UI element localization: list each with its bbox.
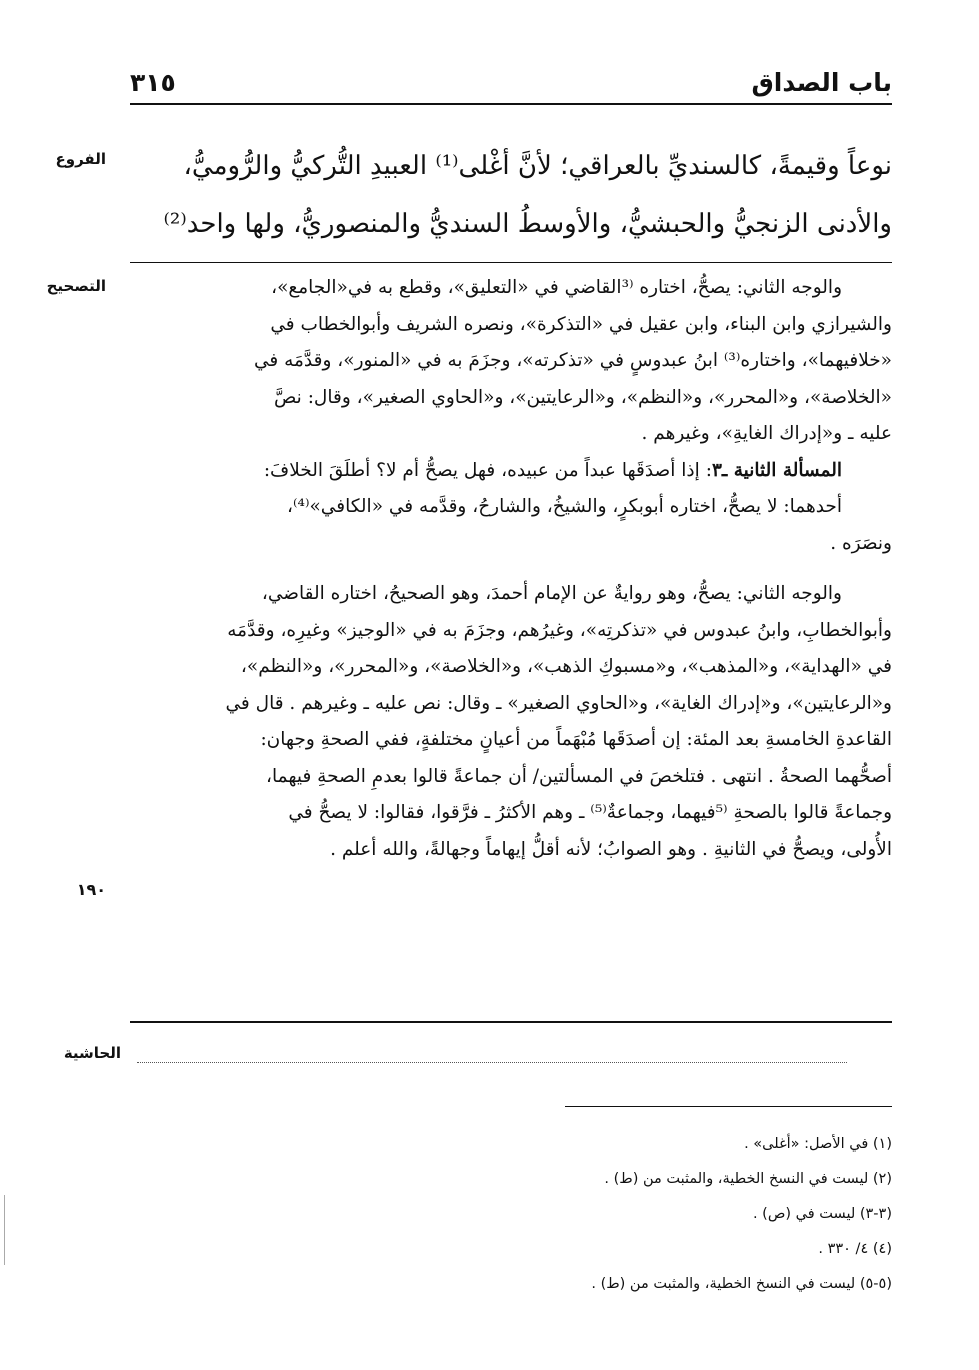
scan-edge-mark bbox=[4, 1195, 5, 1265]
text-line: «خلافيهما»، واختاره⁽³⁾ ابنُ عبدوسٍ في «تذكرته»، وجزَمَ به في «المنور»، وقدَّمَه في bbox=[253, 350, 892, 371]
furu-line: نوعاً وقيمةً، كالسنديِّ بالعراقي؛ لأنَّ أغْلى⁽¹⁾ العبيدِ التُّركيُّ والرُّوميُّ، bbox=[183, 151, 892, 181]
text-line: الأُولى، ويصحُّ في الثانيةِ . وهو الصوابُ؛ لأنه أقلُّ إيهاماً وجهالةً، والله أعلم . bbox=[330, 838, 892, 860]
furu-text-block bbox=[130, 137, 892, 253]
text-line: وجماعةً قالوا بالصحةِ ⁽⁵فيهما، وجماعةٌ⁽⁵⁾ ـ وهم الأكثرُ ـ فرَّقوا، فقالوا: لا يصحُّ في bbox=[288, 802, 892, 823]
margin-label-tashih: التصحيح bbox=[46, 277, 106, 295]
footnote-separator bbox=[565, 1106, 892, 1107]
text-line: والشيرازي وابن البناء، وابن عقيل في «التذكرة»، ونصره الشريف وأبوالخطاب في bbox=[270, 313, 892, 335]
footnote: (١) في الأصل: «أغلى» . bbox=[744, 1136, 892, 1152]
margin-label-hashiya: الحاشية bbox=[63, 1044, 121, 1062]
text-line: عليه ـ و«إدراك الغايةِ»، وغيرهم . bbox=[641, 423, 892, 444]
running-header bbox=[130, 68, 892, 102]
text-line: والوجه الثاني: يصحُّ، اختاره ⁽³القاضي في «التعليق»، وقطع به في«الجامع»، bbox=[271, 277, 842, 298]
paragraph-gap bbox=[130, 562, 892, 576]
text-line: وأبوالخطابِ، وابنُ عبدوس في «تذكرتِه»، وغيرُهم، وجزَمَ به في «الوجيز» وغيرِه، وقدَّمَه bbox=[227, 619, 892, 641]
footnote: (٥-٥) ليست في النسخ الخطية، والمثبت من (ط) . bbox=[591, 1276, 892, 1292]
margin-label-furu: الفروع bbox=[55, 150, 106, 168]
furu-line: والأدنى الزنجيُّ والحبشيُّ، والأوسطُ السنديُّ والمنصوريُّ، ولها واحد⁽²⁾ bbox=[163, 209, 892, 239]
masala-heading-line bbox=[130, 453, 892, 490]
text-line: و«الرعايتين»، و«إدراك الغاية»، و«الحاوي الصغير» ـ وقال: نص عليه ـ وغيرهم . قال في bbox=[225, 692, 892, 714]
chapter-title: باب الصداق bbox=[751, 68, 892, 97]
masala-text: : إذا أصدَقَها عبداً من عبيده، فهل يصحُّ أم لا؟ أطلَقَ الخلافَ: bbox=[263, 459, 712, 481]
footnotes bbox=[130, 1127, 892, 1302]
text-line: أصحُّهما الصحةُ . انتهى . فتلخصَ في المسألتين/ أن جماعةً قالوا بعدمِ الصحةِ فيهما، bbox=[266, 765, 892, 787]
tashih-text-block bbox=[130, 270, 892, 868]
margin-line-number: ١٩٠ bbox=[76, 880, 106, 899]
text-line: أحدهما: لا يصحُّ، اختاره أبوبكرٍ، والشيخُ، والشارحُ، وقدَّمه في «الكافي»⁽⁴⁾، bbox=[287, 496, 842, 517]
section-rule bbox=[130, 262, 892, 263]
text-line: القاعدةِ الخامسةِ بعد المئة: إن أصدَقَها مُبْهَماً من أعيانٍ مختلفةٍ، ففي الصحةِ وجهان: bbox=[260, 729, 892, 750]
text-line: في «الهداية»، و«المذهب»، و«مسبوكِ الذهب»، و«الخلاصة»، و«المحرر»، و«النظم»، bbox=[240, 656, 892, 677]
text-line: والوجه الثاني: يصحُّ، وهو روايةٌ عن الإمام أحمدَ، وهو الصحيحُ، اختاره القاضي، bbox=[261, 583, 842, 604]
text-line: ونصَرَه . bbox=[830, 532, 892, 554]
text-line: «الخلاصة»، و«المحرر»، و«النظم»، و«الرعايتين»، و«الحاوي الصغير»، وقال: نصَّ bbox=[274, 386, 892, 408]
masala-label: المسألة الثانية ـ٣ bbox=[711, 459, 842, 481]
footnote: (٤) ٤/ ٣٣٠ . bbox=[818, 1241, 892, 1257]
hashiya-rule bbox=[130, 1021, 892, 1023]
hashiya-dotted-line bbox=[137, 1062, 847, 1063]
header-rule bbox=[130, 103, 892, 105]
page-number: ٣١٥ bbox=[130, 68, 176, 97]
footnote: (٣-٣) ليست في (ص) . bbox=[752, 1206, 892, 1222]
footnote: (٢) ليست في النسخ الخطية، والمثبت من (ط) . bbox=[604, 1171, 892, 1187]
